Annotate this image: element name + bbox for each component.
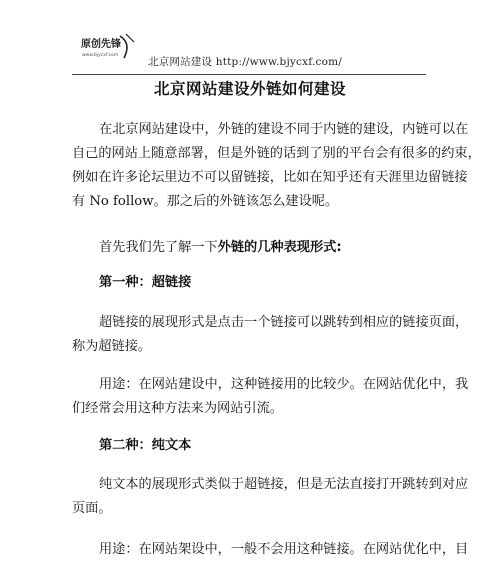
section1-usage <box>72 373 469 421</box>
lead-prefix: 首先我们先了解一下 <box>99 240 218 255</box>
text-line: 超链接的展现形式是点击一个链接可以跳转到相应的链接页面， <box>99 315 469 330</box>
section-heading: 第二种：纯文本 <box>99 438 192 453</box>
site-logo <box>80 30 138 62</box>
section1-paragraph <box>72 311 469 359</box>
text-line: 用途：在网站架设中，一般不会用这种链接。在网站优化中，目 <box>99 542 469 557</box>
section1-heading <box>72 271 432 295</box>
text-line: 有 No follow。那之后的外链该怎么建设呢。 <box>72 194 339 209</box>
section2-heading <box>72 434 432 458</box>
header-site-line: 北京网站建设 http://www.bjycxf.com/ <box>148 56 342 68</box>
text-line: 纯文本的展现形式类似于超链接，但是无法直接打开跳转到对应 <box>99 477 469 492</box>
lead-line <box>72 236 432 260</box>
text-line <box>72 236 432 260</box>
text-line: 在北京网站建设中，外链的建设不同于内链的建设，内链可以在 <box>99 122 469 137</box>
text-line: 称为超链接。 <box>72 339 152 354</box>
text-line: 例如在许多论坛里边不可以留链接，比如在知乎还有天涯里边留链接 <box>72 170 468 185</box>
text-line: 们经常会用这种方法来为网站引流。 <box>72 401 283 416</box>
document-title: 北京网站建设外链如何建设 <box>153 80 346 98</box>
lead-bold: 外链的几种表现形式: <box>217 240 342 255</box>
text-line: 用途：在网站建设中，这种链接用的比较少。在网站优化中，我 <box>99 377 469 392</box>
intro-paragraph <box>72 118 481 214</box>
logo-url-mark: www.bjycxf.com <box>82 53 119 58</box>
text-line: 自己的网站上随意部署，但是外链的话到了别的平台会有很多的约束， <box>72 146 481 161</box>
text-line: 页面。 <box>72 501 112 516</box>
logo-text-mark: 原创先锋 <box>81 39 121 50</box>
section-heading: 第一种：超链接 <box>99 275 192 290</box>
section2-usage <box>72 538 469 562</box>
header-divider <box>72 74 426 75</box>
section2-paragraph <box>72 473 469 521</box>
